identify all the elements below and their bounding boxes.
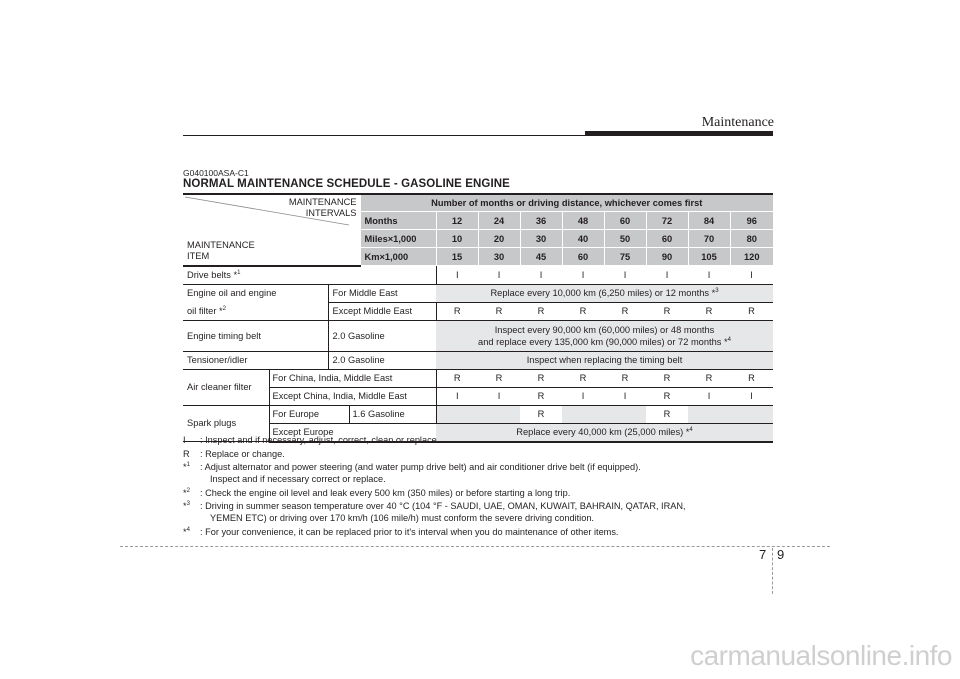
air-cleaner-2-value: R — [646, 387, 688, 405]
watermark: carmanualsonline.info — [690, 640, 952, 671]
corner-item-text: MAINTENANCE ITEM — [187, 239, 255, 261]
legend-text-continued: YEMEN ETC) or driving over 170 km/h (106 mile/h) must conform the severe driving condition. — [210, 513, 594, 523]
spark-plugs-1-value — [478, 405, 520, 423]
spark-plugs-item: Spark plugs — [183, 405, 269, 442]
table-row-timing-belt — [183, 320, 773, 351]
legend-key: R — [183, 448, 190, 459]
months-value: 72 — [646, 212, 688, 230]
page-number: 9 — [777, 547, 785, 562]
km-value: 30 — [478, 248, 520, 266]
drive-belts-sup: 1 — [237, 269, 241, 276]
air-cleaner-1-value: R — [436, 369, 478, 387]
drive-belts-value: I — [730, 266, 773, 285]
document-code: G040100ASA-C1 — [183, 168, 249, 178]
spark-plugs-1-value: R — [646, 405, 688, 423]
chapter-number: 7 — [759, 547, 767, 562]
air-cleaner-2-value: I — [688, 387, 730, 405]
air-cleaner-2-value: I — [436, 387, 478, 405]
legend-item — [183, 526, 783, 538]
drive-belts-value: I — [688, 266, 730, 285]
timing-belt-text-line2-label: and replace every 135,000 km (90,000 miles) or 72 months * — [478, 336, 728, 347]
table-row-air-cleaner-1 — [183, 369, 773, 387]
drive-belts-label: Drive belts * — [187, 270, 238, 280]
engine-oil-value: R — [436, 302, 478, 320]
miles-value: 30 — [520, 230, 562, 248]
air-cleaner-2-value: I — [562, 387, 604, 405]
table-row-drive-belts — [183, 266, 773, 285]
km-value: 105 — [688, 248, 730, 266]
tensioner-cond: 2.0 Gasoline — [328, 351, 436, 369]
legend-text: : Check the engine oil level and leak every 500 km (350 miles) or before starting a long trip. — [200, 487, 571, 498]
engine-oil-text1-sup: 3 — [715, 287, 719, 294]
legend-item — [183, 434, 783, 446]
drive-belts-value: I — [604, 266, 646, 285]
miles-value: 50 — [604, 230, 646, 248]
air-cleaner-1-value: R — [520, 369, 562, 387]
air-cleaner-1-value: R — [688, 369, 730, 387]
spark-plugs-1-value — [604, 405, 646, 423]
legend-key-sup: 3 — [186, 500, 190, 507]
table-row-air-cleaner-2 — [183, 387, 773, 405]
miles-value: 20 — [478, 230, 520, 248]
legend-item — [183, 500, 783, 524]
legend-key: I — [183, 435, 186, 445]
months-value: 96 — [730, 212, 773, 230]
legend-key-sup: 2 — [186, 487, 190, 494]
engine-oil-item-2 — [183, 302, 328, 320]
air-cleaner-1-value: R — [562, 369, 604, 387]
table-row-engine-oil-2 — [183, 302, 773, 320]
engine-oil-value: R — [604, 302, 646, 320]
months-value: 24 — [478, 212, 520, 230]
maintenance-schedule-table — [183, 193, 773, 443]
km-value: 45 — [520, 248, 562, 266]
spark-plugs-cond1b: 1.6 Gasoline — [349, 405, 436, 423]
legend — [183, 434, 783, 539]
engine-oil-value: R — [688, 302, 730, 320]
table-row-engine-oil-1 — [183, 284, 773, 302]
timing-belt-sup: 4 — [727, 336, 731, 343]
months-value: 12 — [436, 212, 478, 230]
table-row-tensioner — [183, 351, 773, 369]
months-label: Months — [360, 212, 436, 230]
legend-item — [183, 448, 783, 460]
air-cleaner-cond2: Except China, India, Middle East — [269, 387, 436, 405]
footer-rule — [120, 546, 830, 547]
tensioner-item: Tensioner/idler — [183, 351, 328, 369]
drive-belts-item — [183, 266, 436, 285]
km-value: 15 — [436, 248, 478, 266]
legend-item — [183, 461, 783, 485]
tensioner-text: Inspect when replacing the timing belt — [436, 351, 773, 369]
miles-label: Miles×1,000 — [360, 230, 436, 248]
engine-oil-text1-label: Replace every 10,000 km (6,250 miles) or 12 months * — [490, 288, 716, 298]
timing-belt-text-line2 — [440, 336, 769, 348]
spark-plugs-text2-sup: 4 — [689, 426, 693, 433]
air-cleaner-2-value: I — [478, 387, 520, 405]
drive-belts-value: I — [520, 266, 562, 285]
engine-oil-cond1: For Middle East — [328, 284, 436, 302]
km-label: Km×1,000 — [360, 248, 436, 266]
spark-plugs-text2-label: Replace every 40,000 km (25,000 miles) * — [516, 427, 690, 437]
page-number-separator — [772, 548, 773, 594]
page-title: NORMAL MAINTENANCE SCHEDULE - GASOLINE ENGINE — [183, 178, 510, 190]
legend-text: : Adjust alternator and power steering (and water pump drive belt) and air conditioner drive belt (if equipped). — [200, 462, 641, 472]
spark-plugs-1-value — [436, 405, 478, 423]
maintenance-table-wrap — [183, 193, 773, 443]
air-cleaner-2-value: R — [520, 387, 562, 405]
drive-belts-value: I — [562, 266, 604, 285]
miles-value: 40 — [562, 230, 604, 248]
air-cleaner-1-value: R — [730, 369, 773, 387]
timing-belt-cond: 2.0 Gasoline — [328, 320, 436, 351]
air-cleaner-1-value: R — [604, 369, 646, 387]
air-cleaner-1-value: R — [646, 369, 688, 387]
spark-plugs-1-value: R — [520, 405, 562, 423]
km-value: 120 — [730, 248, 773, 266]
spark-plugs-1-value — [562, 405, 604, 423]
legend-text: : Driving in summer season temperature over 40 °C (104 °F - SAUDI, UAE, OMAN, KUWAIT, BAHRAIN, QATAR, IRAN, — [200, 501, 686, 511]
legend-key: *$^3$ — [183, 500, 190, 511]
drive-belts-value: I — [478, 266, 520, 285]
legend-key: *$^2$ — [183, 487, 190, 498]
air-cleaner-2-value: I — [730, 387, 773, 405]
engine-oil-value: R — [520, 302, 562, 320]
legend-text: : Replace or change. — [200, 448, 285, 459]
months-value: 48 — [562, 212, 604, 230]
engine-oil-item — [183, 284, 328, 302]
table-corner — [183, 194, 360, 266]
air-cleaner-cond1: For China, India, Middle East — [269, 369, 436, 387]
header-rule — [183, 135, 585, 136]
legend-text-continued: Inspect and if necessary correct or replace. — [210, 474, 386, 484]
spark-plugs-1-value — [730, 405, 773, 423]
engine-oil-value: R — [646, 302, 688, 320]
air-cleaner-2-value: I — [604, 387, 646, 405]
section-heading: Maintenance — [701, 115, 774, 130]
timing-belt-text — [436, 320, 773, 351]
air-cleaner-item: Air cleaner filter — [183, 369, 269, 405]
legend-key-sup: 4 — [186, 526, 190, 533]
km-value: 60 — [562, 248, 604, 266]
legend-item — [183, 487, 783, 499]
spark-plugs-1-value — [688, 405, 730, 423]
corner-intervals-label — [289, 197, 357, 219]
miles-value: 70 — [688, 230, 730, 248]
miles-value: 10 — [436, 230, 478, 248]
engine-oil-item-sup: 2 — [222, 305, 226, 312]
miles-value: 80 — [730, 230, 773, 248]
months-value: 84 — [688, 212, 730, 230]
legend-text: : Inspect and if necessary, adjust, correct, clean or replace. — [200, 435, 440, 445]
legend-text: : For your convenience, it can be replaced prior to it's interval when you do maintenance of other items. — [200, 526, 619, 537]
corner-intervals-text: MAINTENANCE INTERVALS — [288, 197, 357, 218]
corner-item-label — [187, 240, 255, 262]
engine-oil-text1 — [436, 284, 773, 302]
months-value: 60 — [604, 212, 646, 230]
drive-belts-value: I — [436, 266, 478, 285]
legend-key: *$^1$ — [183, 461, 190, 472]
legend-key: *$^4$ — [183, 526, 190, 537]
engine-oil-item-line1: Engine oil and engine — [187, 288, 277, 299]
engine-oil-value: R — [478, 302, 520, 320]
km-value: 90 — [646, 248, 688, 266]
engine-oil-value: R — [562, 302, 604, 320]
span-header: Number of months or driving distance, whichever comes first — [360, 194, 773, 212]
timing-belt-text-line1: Inspect every 90,000 km (60,000 miles) or 48 months — [494, 324, 715, 335]
spark-plugs-cond2: Except Europe — [269, 423, 436, 442]
spark-plugs-cond1a: For Europe — [269, 405, 349, 423]
drive-belts-value: I — [646, 266, 688, 285]
km-value: 75 — [604, 248, 646, 266]
legend-key-sup: 1 — [186, 461, 190, 468]
miles-value: 60 — [646, 230, 688, 248]
timing-belt-item: Engine timing belt — [183, 320, 328, 351]
engine-oil-item-line2: oil filter * — [187, 305, 223, 316]
engine-oil-value: R — [730, 302, 773, 320]
header-rule-bar — [585, 131, 773, 136]
air-cleaner-1-value: R — [478, 369, 520, 387]
months-value: 36 — [520, 212, 562, 230]
table-row-spark-plugs-1 — [183, 405, 773, 423]
engine-oil-cond2: Except Middle East — [328, 302, 436, 320]
